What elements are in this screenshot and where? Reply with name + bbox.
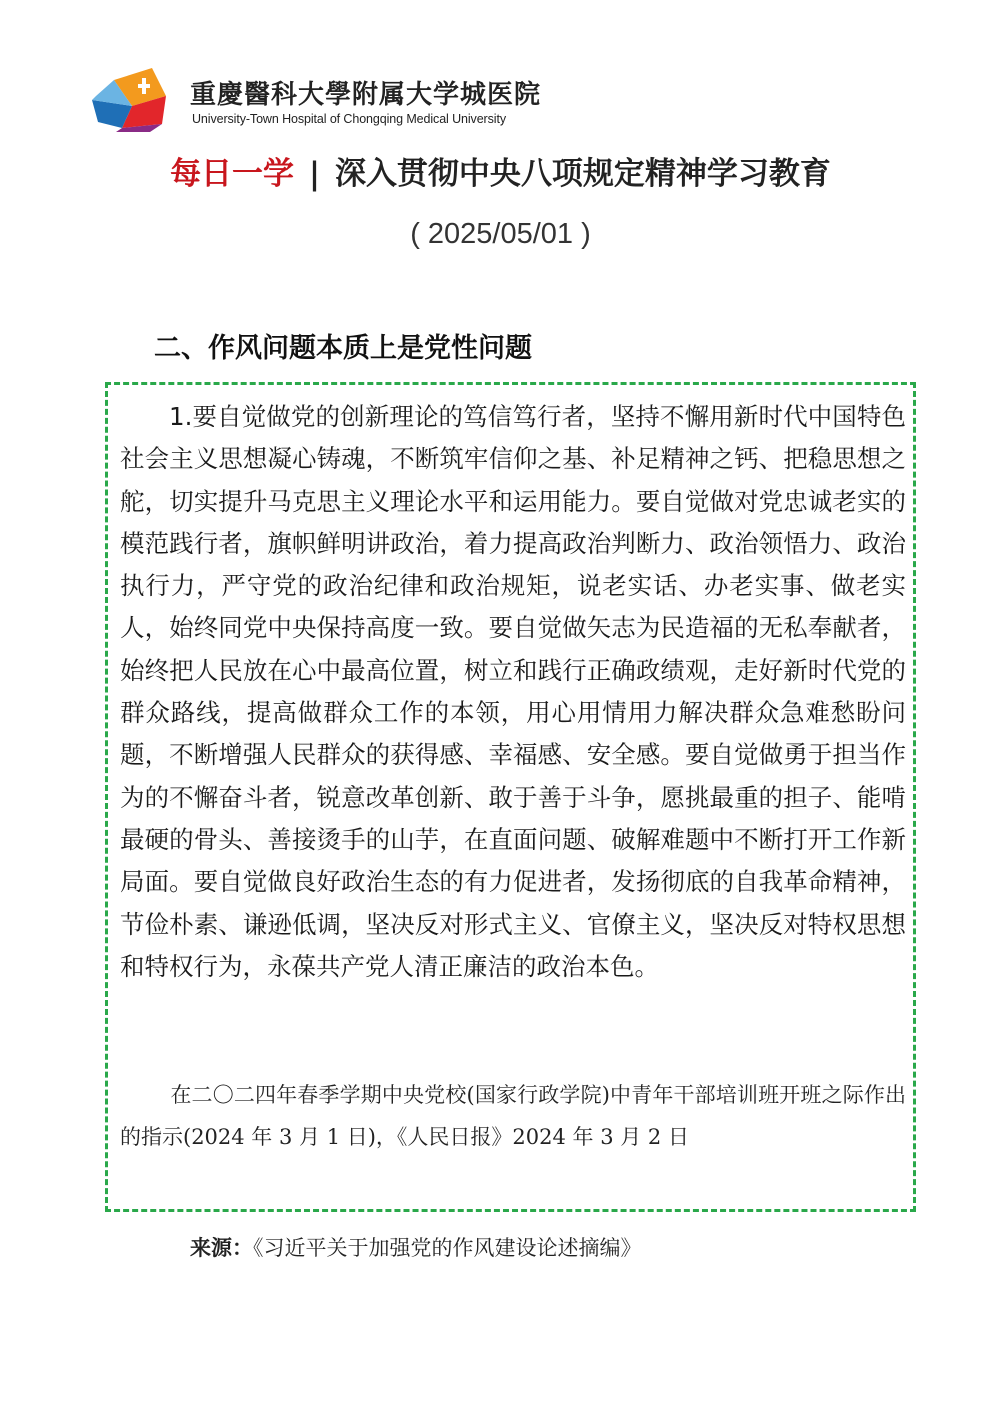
body-paragraph: 1.要自觉做党的创新理论的笃信笃行者，坚持不懈用新时代中国特色社会主义思想凝心铸魂，不断筑牢信仰之基、补足精神之钙、把稳思想之舵，切实提升马克思主义理论水平和运用能力。要自觉做对党忠诚老实的模范践行者，旗帜鲜明讲政治，着力提高政治判断力、政治领悟力、政治执行力，严守党的政治纪律和政治规矩，说老实话、办老实事、做老实人，始终同党中央保持高度一致。要自觉做矢志为民造福的无私奉献者，始终把人民放在心中最高位置，树立和践行正确政绩观，走好新时代党的群众路线，提高做群众工作的本领，用心用情用力解决群众急难愁盼问题，不断增强人民群众的获得感、幸福感、安全感。要自觉做勇于担当作为的不懈奋斗者，锐意改革创新、敢于善于斗争，愿挑最重的担子、能啃最硬的骨头、善接烫手的山芋，在直面问题、破解难题中不断打开工作新局面。要自觉做良好政治生态的有力促进者，发扬彻底的自我革命精神，节俭朴素、谦逊低调，坚决反对形式主义、官僚主义，坚决反对特权思想和特权行为，永葆共产党人清正廉洁的政治本色。 — [120, 402, 906, 981]
hospital-emblem-icon — [92, 66, 178, 132]
citation: 在二〇二四年春季学期中央党校(国家行政学院)中青年干部培训班开班之际作出的指示(2024 年 3 月 1 日)，《人民日报》2024 年 3 月 2 日 — [120, 1083, 906, 1149]
section-heading: 二、作风问题本质上是党性问题 — [154, 333, 532, 364]
hospital-logo — [92, 66, 542, 132]
publish-date: ( 2025/05/01 ) — [410, 218, 591, 250]
source-line — [190, 1232, 642, 1262]
source-text: 《习近平关于加强党的作风建设论述摘编》 — [253, 1236, 642, 1260]
page-title — [0, 148, 1001, 193]
title-separator: | — [308, 156, 321, 192]
hospital-name-en: University-Town Hospital of Chongqing Medical University — [192, 112, 506, 126]
source-label: 来源： — [190, 1235, 253, 1260]
title-main: 深入贯彻中央八项规定精神学习教育 — [334, 156, 831, 192]
title-prefix: 每日一学 — [170, 156, 295, 192]
hospital-name-cn: 重慶醫科大學附属大学城医院 — [190, 80, 542, 110]
